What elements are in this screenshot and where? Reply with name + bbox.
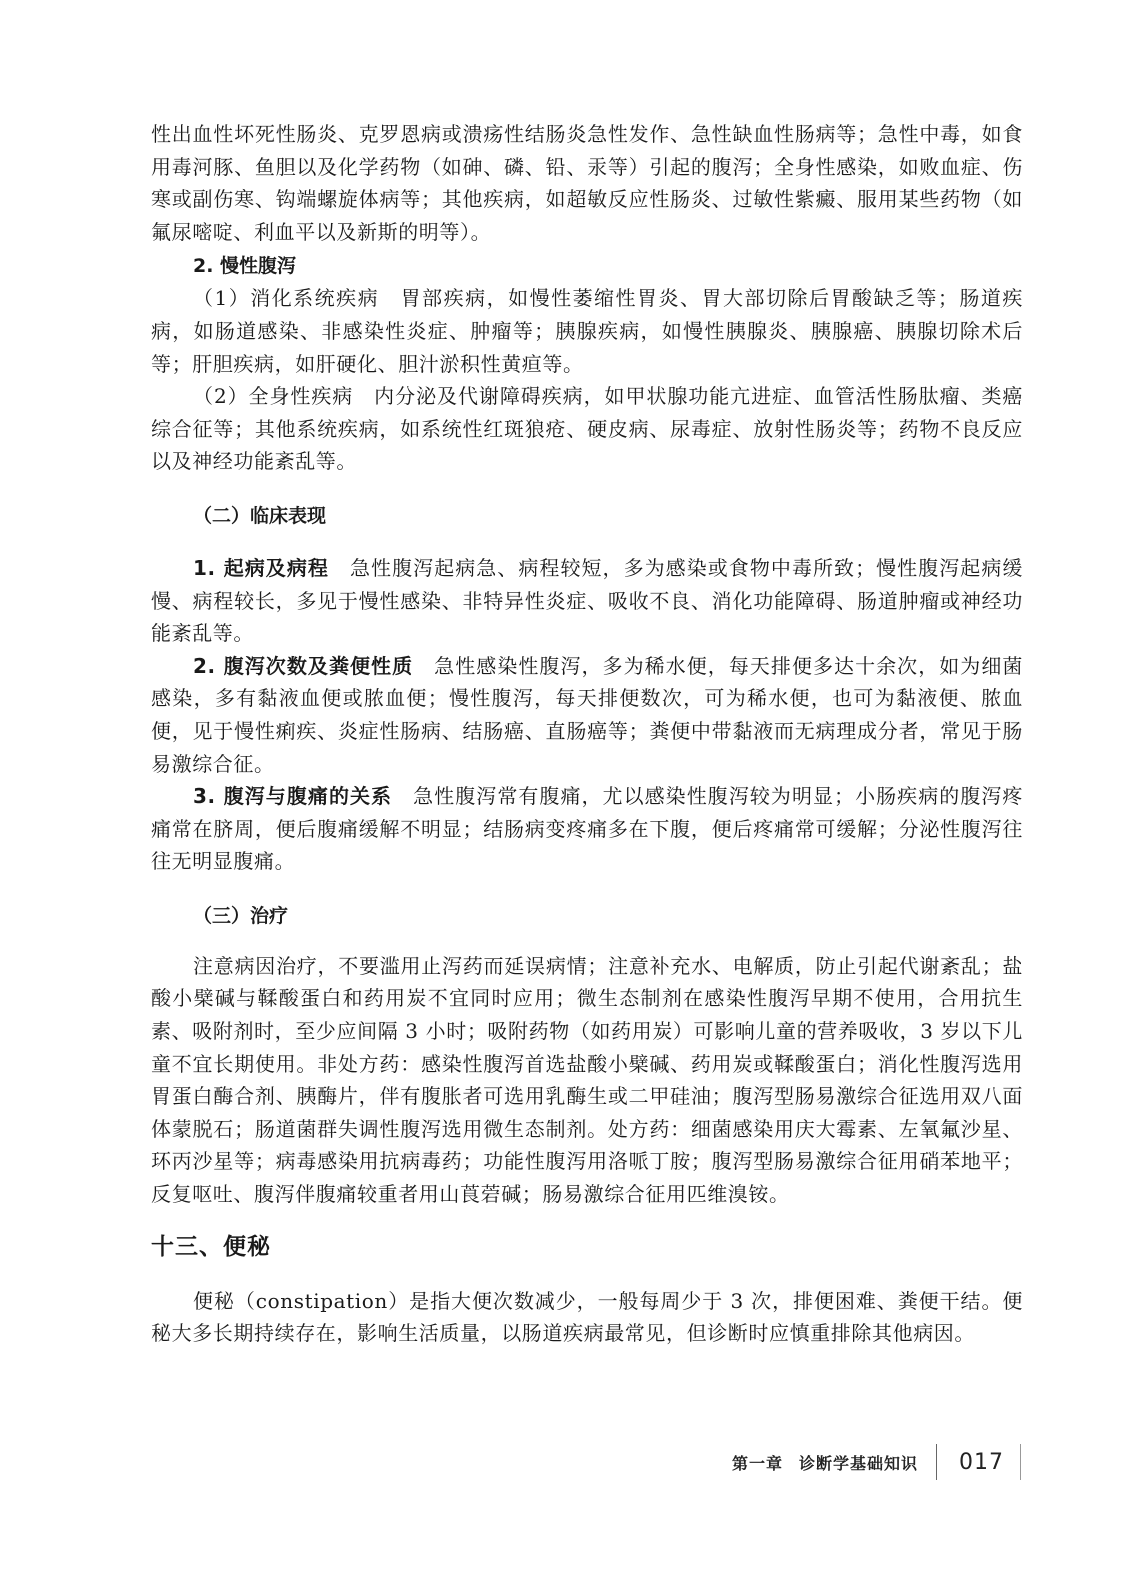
- paragraph-digestive-diseases: （1）消化系统疾病 胃部疾病，如慢性萎缩性胃炎、胃大部切除后胃酸缺乏等；肠道疾病，如肠道感染、非感染性炎症、肿瘤等；胰腺疾病，如慢性胰腺炎、胰腺癌、胰腺切除术后等；肝胆疾病，如肝硬化、胆汁淤积性黄疸等。: [151, 286, 1023, 376]
- footer-chapter: 第一章: [732, 1453, 784, 1473]
- paragraph-onset-course: [151, 552, 1023, 650]
- footer-divider: [936, 1444, 937, 1480]
- lead-onset-course: 1. 起病及病程: [193, 555, 329, 580]
- section-heading-treatment: （三）治疗: [193, 904, 289, 927]
- paragraph-treatment: 注意病因治疗，不要滥用止泻药而延误病情；注意补充水、电解质，防止引起代谢紊乱；盐酸小檗碱与鞣酸蛋白和药用炭不宜同时应用；微生态制剂在感染性腹泻早期不使用，合用抗生素、吸附剂时，至少应间隔 3 小时；吸附药物（如药用炭）可影响儿童的营养吸收，3 岁以下儿童不宜长期使用。非处方药：感染性腹泻首选盐酸小檗碱、药用炭或鞣酸蛋白；消化性腹泻选用胃蛋白酶合剂、胰酶片，伴有腹胀者可选用乳酶生或二甲硅油；腹泻型肠易激综合征选用双八面体蒙脱石；肠道菌群失调性腹泻选用微生态制剂。处方药：细菌感染用庆大霉素、左氧氟沙星、环丙沙星等；病毒感染用抗病毒药；功能性腹泻用洛哌丁胺；腹泻型肠易激综合征用硝苯地平；反复呕吐、腹泻伴腹痛较重者用山莨菪碱；肠易激综合征用匹维溴铵。: [151, 953, 1023, 1207]
- paragraph-diarrhea-pain: [151, 780, 1023, 878]
- lead-stool-frequency: 2. 腹泻次数及粪便性质: [193, 653, 414, 678]
- text-onset-course: 急性腹泻起病急、病程较短，多为感染或食物中毒所致；慢性腹泻起病缓慢、病程较长，多见于慢性感染、非特异性炎症、吸收不良、消化功能障碍、肠道肿瘤或神经功能紊乱等。: [151, 555, 1023, 646]
- paragraph-systemic-diseases: （2）全身性疾病 内分泌及代谢障碍疾病，如甲状腺功能亢进症、血管活性肠肽瘤、类癌综合征等；其他系统疾病，如系统性红斑狼疮、硬皮病、尿毒症、放射性肠炎等；药物不良反应以及神经功能紊乱等。: [151, 384, 1023, 474]
- paragraph-acute-causes: 性出血性坏死性肠炎、克罗恩病或溃疡性结肠炎急性发作、急性缺血性肠病等；急性中毒，如食用毒河豚、鱼胆以及化学药物（如砷、磷、铅、汞等）引起的腹泻；全身性感染，如败血症、伤寒或副伤寒、钩端螺旋体病等；其他疾病，如超敏反应性肠炎、过敏性紫癜、服用某些药物（如氟尿嘧啶、利血平以及新斯的明等）。: [151, 122, 1023, 244]
- text-diarrhea-pain: 急性腹泻常有腹痛，尤以感染性腹泻较为明显；小肠疾病的腹泻疼痛常在脐周，便后腹痛缓解不明显；结肠病变疼痛多在下腹，便后疼痛常可缓解；分泌性腹泻往往无明显腹痛。: [151, 784, 1024, 874]
- text-stool-frequency: 急性感染性腹泻，多为稀水便，每天排便多达十余次，如为细菌感染，多有黏液血便或脓血便；慢性腹泻，每天排便数次，可为稀水便，也可为黏液便、脓血便，见于慢性痢疾、炎症性肠病、结肠癌、直肠癌等；粪便中带黏液而无病理成分者，常见于肠易激综合征。: [151, 653, 1023, 776]
- lead-diarrhea-pain: 3. 腹泻与腹痛的关系: [193, 784, 393, 809]
- page-number: 017: [959, 1449, 1005, 1475]
- subheading-chronic-diarrhea: 2. 慢性腹泻: [193, 255, 297, 278]
- footer-chapter-title: 诊断学基础知识: [799, 1453, 919, 1473]
- page-content: [151, 118, 1023, 1350]
- heading-constipation: 十三、便秘: [151, 1233, 271, 1260]
- page-footer: [732, 1442, 1004, 1482]
- section-heading-clinical: （二）临床表现: [193, 504, 327, 527]
- paragraph-stool-frequency: [151, 650, 1023, 780]
- paragraph-constipation-definition: 便秘（constipation）是指大便次数减少，一般每周少于 3 次，排便困难、粪便干结。便秘大多长期持续存在，影响生活质量，以肠道疾病最常见，但诊断时应慎重排除其他病因。: [151, 1288, 1023, 1346]
- footer-edge-rule: [1020, 1444, 1021, 1480]
